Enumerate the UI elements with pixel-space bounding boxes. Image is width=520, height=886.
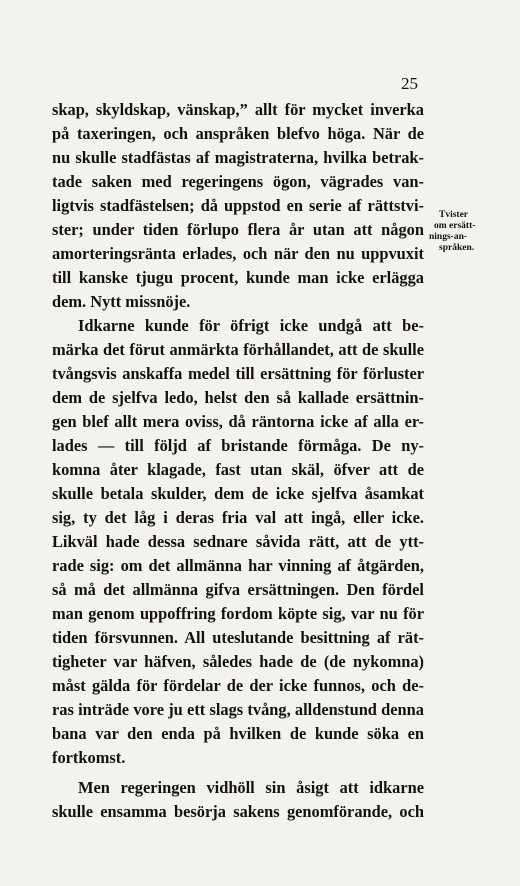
text-line: så må det allmänna gifva ersättningen. Den fördel — [52, 580, 424, 599]
text-line: till kanske tjugu procent, kunde man icke erlägga — [52, 268, 424, 287]
margin-note-line: Tvister — [439, 210, 469, 220]
text-line: skulle ensamma besörja sakens genomförande, och — [52, 802, 424, 821]
text-line: ster; under tiden förlupo flera år utan att någon — [52, 220, 424, 239]
text-line: på taxeringen, och anspråken blefvo höga. När de — [52, 124, 424, 143]
text-line: amorteringsränta erlades, och när den nu uppvuxit — [52, 244, 424, 263]
text-line: Idkarne kunde för öfrigt icke undgå att be- — [78, 316, 424, 335]
page-number: 25 — [401, 74, 418, 93]
text-line: Men regeringen vidhöll sin åsigt att idkarne — [78, 778, 424, 797]
margin-note-line: om ersätt- — [434, 221, 476, 231]
margin-note-line: språken. — [439, 243, 475, 253]
text-line: tade saken med regeringens ögon, vägrades van- — [52, 172, 424, 191]
text-line: måst gälda för fördelar de der icke funnos, och de- — [52, 676, 424, 695]
text-line: man genom uppoffring fordom köpte sig, var nu för — [52, 604, 424, 623]
text-line: dem de sjelfva ledo, helst den så kallade ersättnin- — [52, 388, 424, 407]
text-line: tvångsvis anskaffa medel till ersättning för förluster — [52, 364, 424, 383]
text-line: ras inträde vore ju ett slags tvång, alldenstund denna — [52, 700, 424, 719]
text-line: rade sig: om det allmänna har vinning af åtgärden, — [52, 556, 424, 575]
margin-note — [429, 210, 499, 254]
text-line: bana var den enda på hvilken de kunde söka en — [52, 724, 424, 743]
margin-note-line: nings-an- — [429, 232, 468, 242]
text-line: märka det förut anmärkta förhållandet, att de skulle — [52, 340, 424, 359]
text-line: ligtvis stadfästelsen; då uppstod en serie af rättstvi- — [52, 196, 424, 215]
text-line: fortkomst. — [52, 748, 126, 767]
text-line: nu skulle stadfästas af magistraterna, hvilka betrak- — [52, 148, 424, 167]
text-line: lades — till följd af bristande förmåga. De ny- — [52, 436, 424, 455]
text-line: tigheter var häfven, således hade de (de nykomna) — [52, 652, 424, 671]
text-line: dem. Nytt missnöje. — [52, 292, 191, 311]
text-line: skap, skyldskap, vänskap,” allt för mycket inverka — [52, 100, 424, 119]
text-line: Likväl hade dessa sednare såvida rätt, att de ytt- — [52, 532, 424, 551]
text-line: sig, ty det låg i deras fria val att ingå, eller icke. — [52, 508, 424, 527]
text-line: gen blef allt mera oviss, då räntorna icke af alla er- — [52, 412, 424, 431]
text-line: tiden försvunnen. All uteslutande besittning af rät- — [52, 628, 424, 647]
text-line: komna åter klagade, fast utan skäl, öfver att de — [52, 460, 424, 479]
text-line: skulle betala skulder, dem de icke sjelfva åsamkat — [52, 484, 424, 503]
